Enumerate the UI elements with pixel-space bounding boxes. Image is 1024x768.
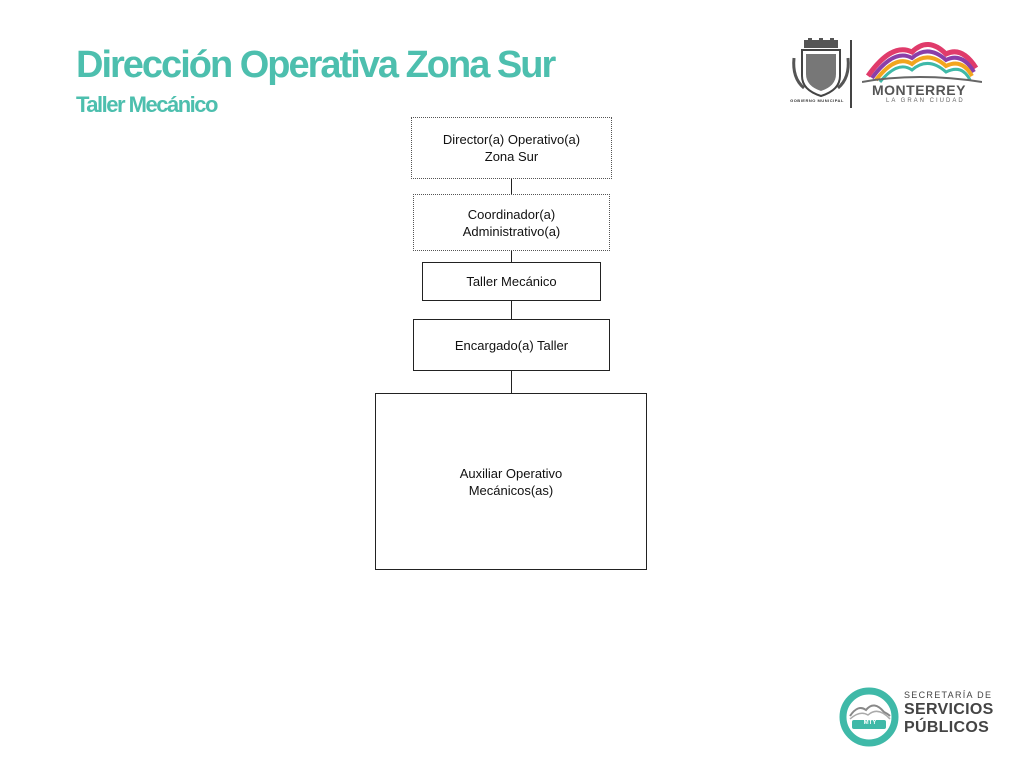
monterrey-mountains-icon bbox=[862, 38, 982, 84]
connector-line bbox=[511, 179, 512, 194]
org-node-taller-mecanico: Taller Mecánico bbox=[422, 262, 601, 301]
org-node-director: Director(a) Operativo(a) Zona Sur bbox=[411, 117, 612, 179]
org-node-coordinador: Coordinador(a) Administrativo(a) bbox=[413, 194, 610, 251]
city-name: MONTERREY bbox=[872, 82, 966, 98]
servicios-publicos-logo bbox=[838, 686, 1008, 748]
org-node-auxiliar-operativo: Auxiliar Operativo Mecánicos(as) bbox=[375, 393, 647, 570]
connector-line bbox=[511, 251, 512, 262]
secretaria-name-line1: SERVICIOS bbox=[904, 701, 994, 718]
connector-line bbox=[511, 371, 512, 393]
secretaria-name-line2: PÚBLICOS bbox=[904, 719, 990, 736]
org-node-encargado-taller: Encargado(a) Taller bbox=[413, 319, 610, 371]
municipal-seal-icon bbox=[790, 38, 852, 100]
monterrey-logo bbox=[786, 38, 986, 110]
secretaria-label: SECRETARÍA DE bbox=[904, 690, 993, 700]
logo-divider bbox=[850, 40, 852, 108]
page-subtitle: Taller Mecánico bbox=[76, 92, 217, 117]
mty-badge-text: MTY bbox=[863, 720, 877, 726]
city-tagline: LA GRAN CIUDAD bbox=[886, 98, 965, 104]
connector-line bbox=[511, 301, 512, 319]
mty-circle-icon bbox=[838, 686, 900, 748]
seal-caption: GOBIERNO MUNICIPAL bbox=[790, 98, 844, 103]
page-title: Dirección Operativa Zona Sur bbox=[76, 44, 555, 86]
